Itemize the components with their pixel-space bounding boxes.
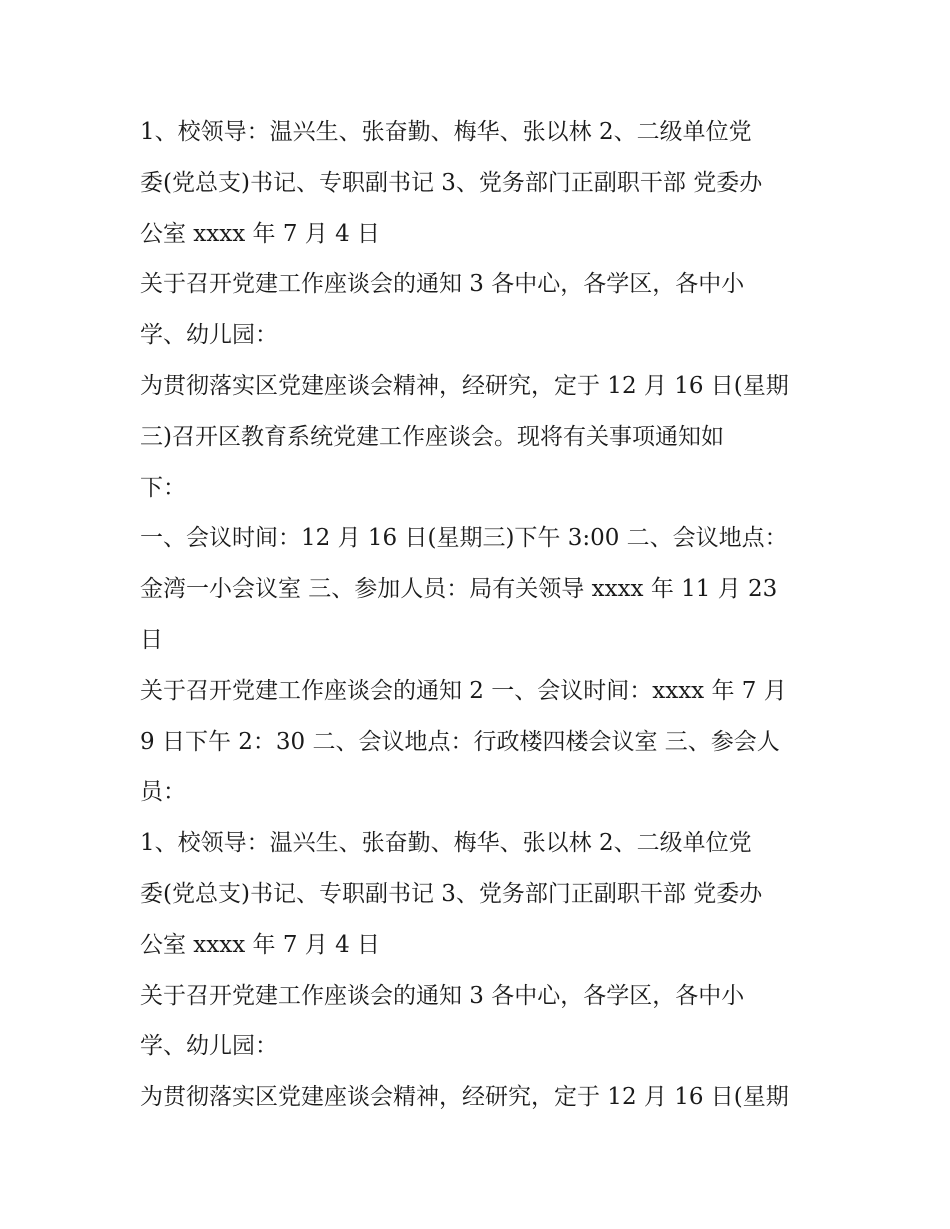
text-line: 员： [140, 779, 186, 806]
document-body [140, 107, 812, 1123]
text-line: 关于召开党建工作座谈会的通知 3 各中心，各学区，各中小 [140, 271, 745, 298]
text-line: 学、幼儿园： [140, 1033, 278, 1060]
paragraph-notice-body [140, 361, 812, 513]
paragraph-meeting-details [140, 513, 812, 665]
text-line: 一、会议时间：12 月 16 日(星期三)下午 3:00 二、会议地点： [140, 525, 788, 552]
paragraph-attendees-repeat [140, 818, 812, 970]
text-line: 关于召开党建工作座谈会的通知 2 一、会议时间：xxxx 年 7 月 [140, 677, 787, 704]
text-line: 委(党总支)书记、专职副书记 3、党务部门正副职干部 党委办 [140, 880, 763, 907]
text-line: 三)召开区教育系统党建工作座谈会。现将有关事项通知如 [140, 423, 724, 450]
text-line: 1、校领导：温兴生、张奋勤、梅华、张以林 2、二级单位党 [140, 830, 752, 857]
text-line: 公室 xxxx 年 7 月 4 日 [140, 220, 381, 247]
paragraph-attendees [140, 107, 812, 259]
text-line: 公室 xxxx 年 7 月 4 日 [140, 931, 381, 958]
paragraph-notice-body-repeat [140, 1072, 812, 1123]
text-line: 9 日下午 2：30 二、会议地点：行政楼四楼会议室 三、参会人 [140, 728, 780, 755]
text-line: 委(党总支)书记、专职副书记 3、党务部门正副职干部 党委办 [140, 169, 763, 196]
text-line: 关于召开党建工作座谈会的通知 3 各中心，各学区，各中小 [140, 982, 745, 1009]
text-line: 学、幼儿园： [140, 322, 278, 349]
text-line: 1、校领导：温兴生、张奋勤、梅华、张以林 2、二级单位党 [140, 119, 752, 145]
text-line: 金湾一小会议室 三、参加人员：局有关领导 xxxx 年 11 月 23 [140, 576, 778, 603]
text-line: 为贯彻落实区党建座谈会精神，经研究，定于 12 月 16 日(星期 [140, 1084, 789, 1111]
text-line: 日 [140, 626, 163, 653]
paragraph-notice-2 [140, 666, 812, 818]
paragraph-notice-title-repeat [140, 971, 812, 1073]
paragraph-notice-title [140, 259, 812, 361]
text-line: 下： [140, 474, 186, 501]
text-line: 为贯彻落实区党建座谈会精神，经研究，定于 12 月 16 日(星期 [140, 372, 789, 399]
